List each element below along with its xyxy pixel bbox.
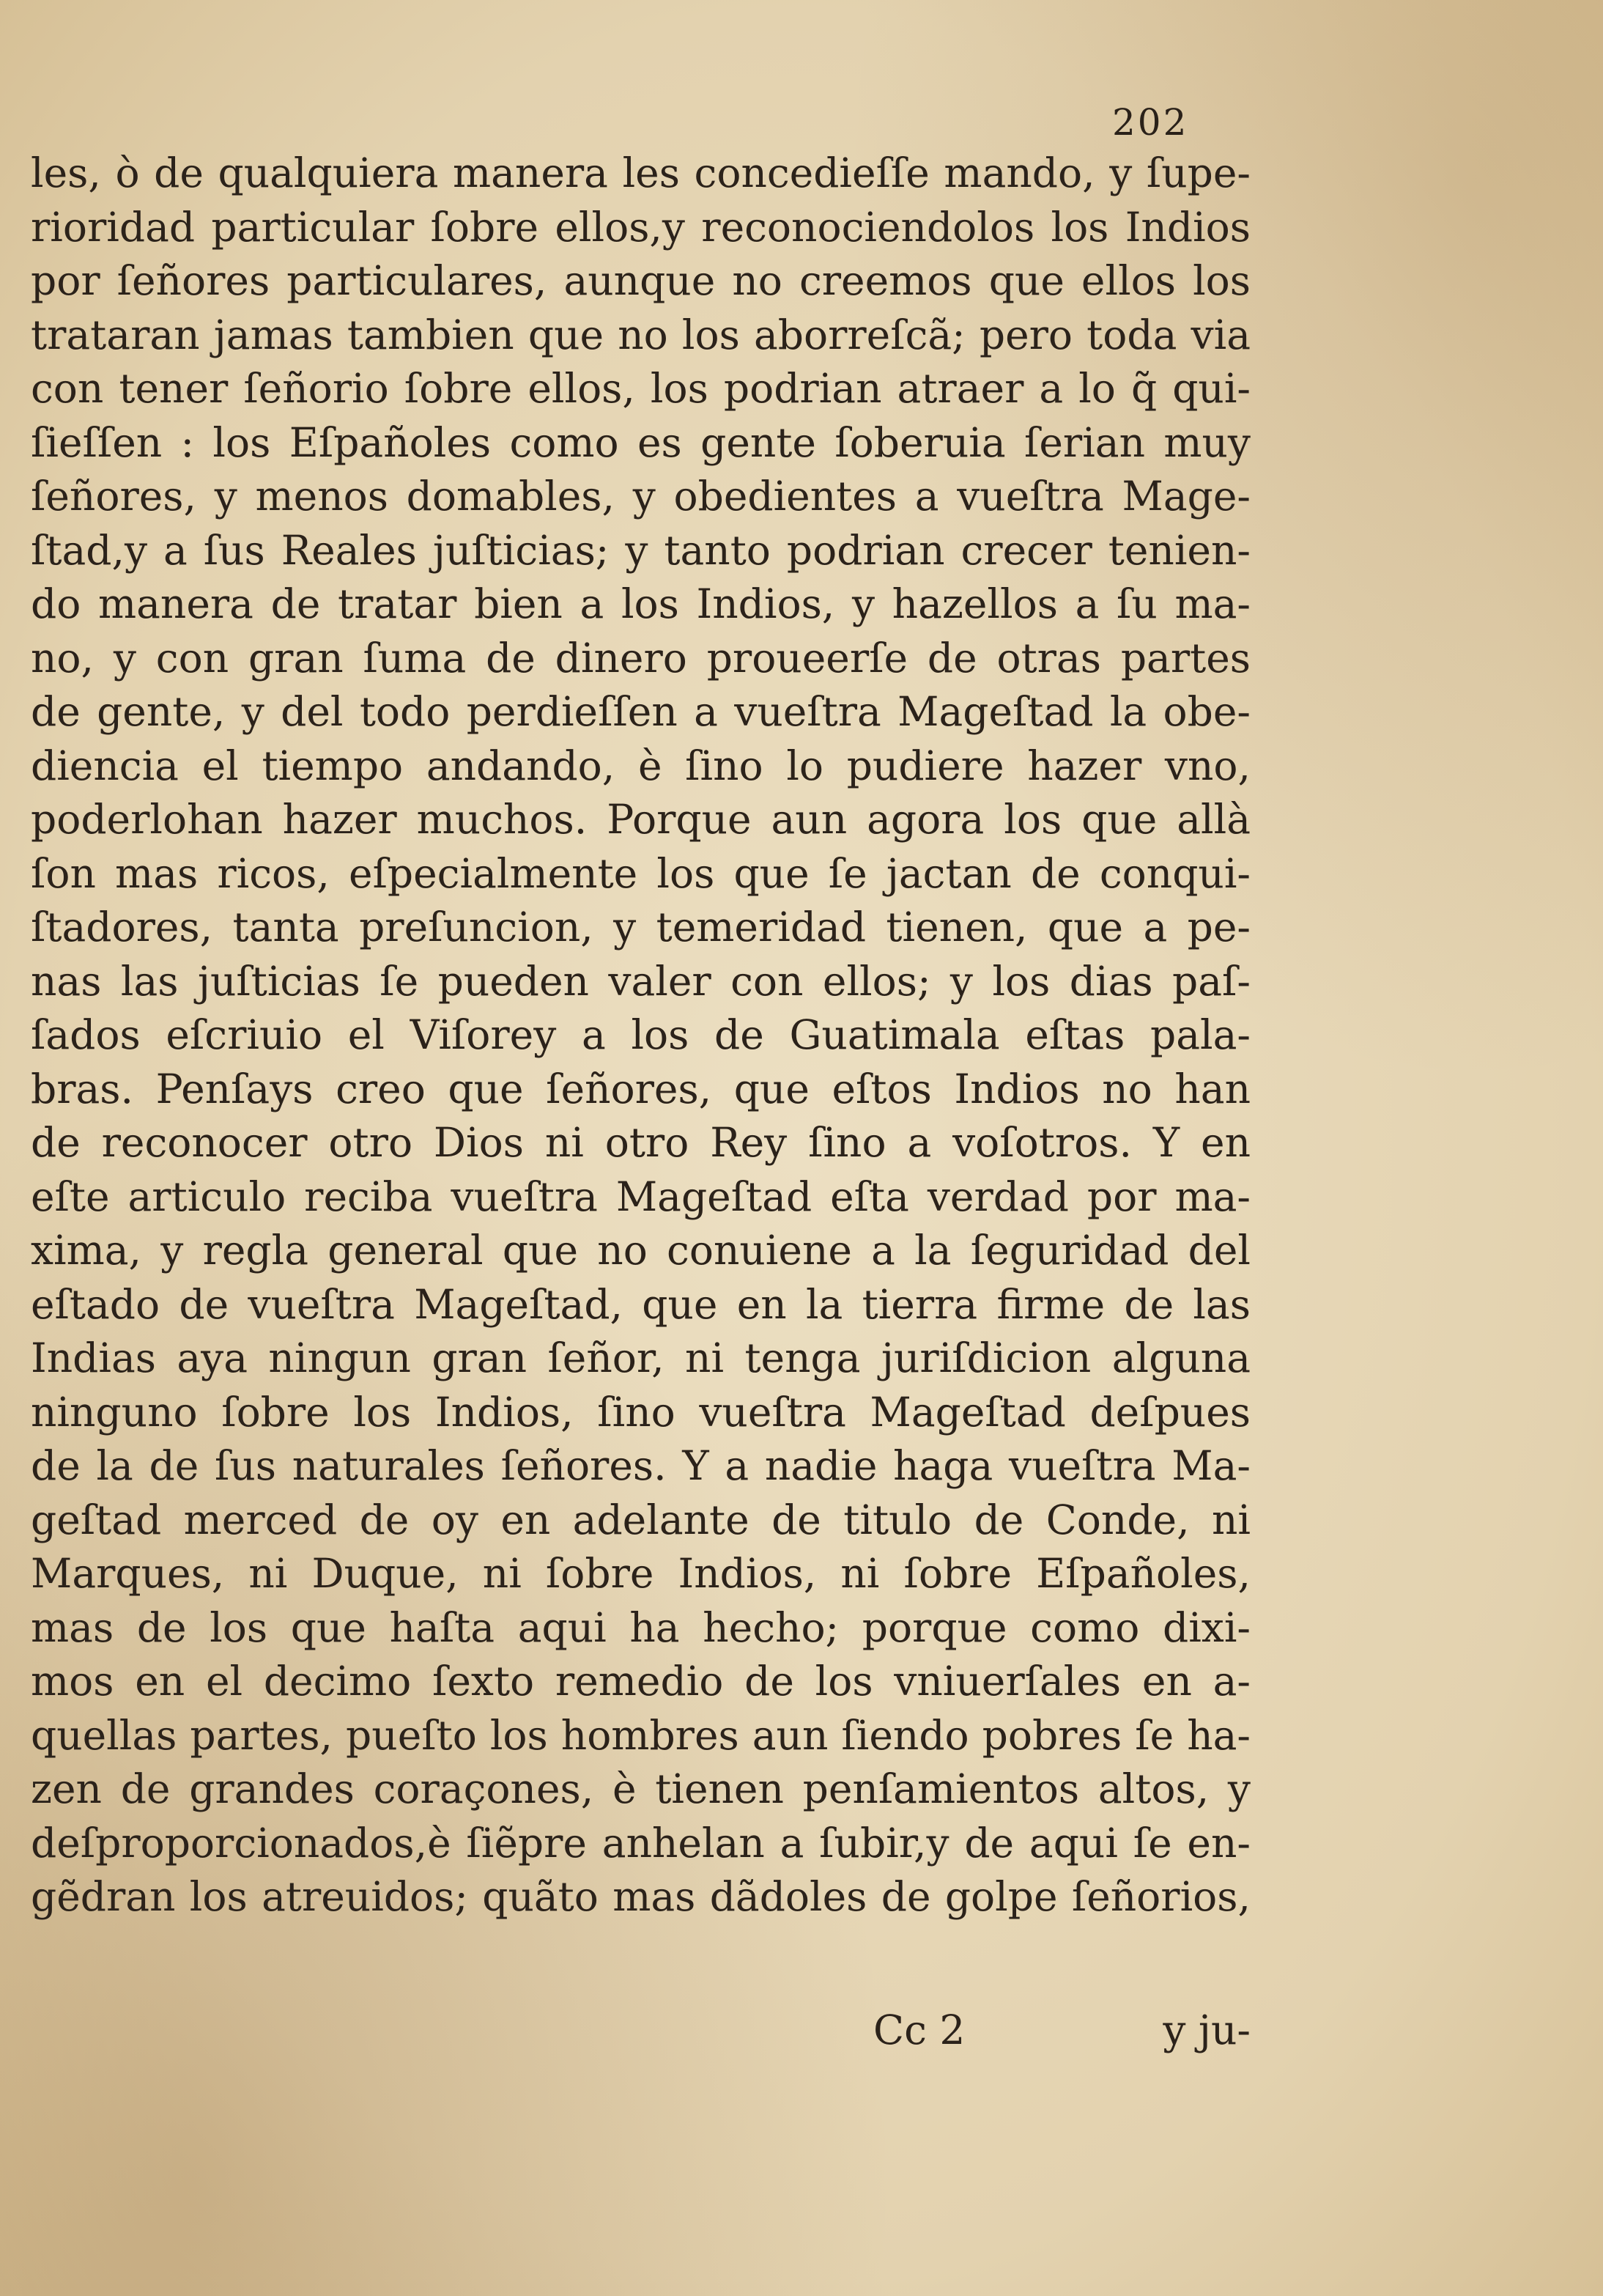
text-line: rioridad particular ſobre ellos,y reconociendolos los Indios xyxy=(31,203,1251,251)
text-line: ſon mas ricos, eſpecialmente los que ſe jactan de conqui- xyxy=(31,849,1251,897)
text-line: mas de los que haſta aqui ha hecho; porque como dixi- xyxy=(31,1603,1251,1651)
text-line: trataran jamas tambien que no los aborreſcã; pero toda via xyxy=(31,311,1251,358)
text-line: xima, y regla general que no conuiene a la ſeguridad del xyxy=(31,1227,1251,1274)
text-line: ſados eſcriuio el Viſorey a los de Guatimala eſtas pala- xyxy=(31,1011,1251,1058)
catchword: y ju- xyxy=(1163,2007,1251,2053)
text-line: ſeñores, y menos domables, y obedientes a vueſtra Mage- xyxy=(31,473,1251,520)
text-line: Indias aya ningun gran ſeñor, ni tenga juriſdicion alguna xyxy=(31,1335,1251,1381)
signature-mark: Cc 2 xyxy=(873,2007,966,2053)
text-line: de la de ſus naturales ſeñores. Y a nadie haga vueſtra Ma- xyxy=(31,1442,1251,1489)
text-line: por ſeñores particulares, aunque no creemos que ellos los xyxy=(31,257,1251,304)
text-line: de reconocer otro Dios ni otro Rey ſino a voſotros. Y en xyxy=(31,1119,1251,1166)
text-line: eſte articulo reciba vueſtra Mageſtad eſta verdad por ma- xyxy=(31,1173,1251,1220)
text-line: do manera de tratar bien a los Indios, y hazellos a ſu ma- xyxy=(31,580,1251,627)
text-line: eſtado de vueſtra Mageſtad, que en la tierra firme de las xyxy=(31,1280,1251,1328)
text-line: de gente, y del todo perdieſſen a vueſtra Mageſtad la obe- xyxy=(31,688,1251,735)
text-line: ſtadores, tanta preſuncion, y temeridad tienen, que a pe- xyxy=(31,904,1251,950)
text-line: les, ò de qualquiera manera les concedieſſe mando, y ſupe- xyxy=(31,150,1251,196)
text-line: zen de grandes coraçones, è tienen penſamientos altos, y xyxy=(31,1765,1251,1812)
text-body xyxy=(31,147,1251,1924)
text-line: diencia el tiempo andando, è ſino lo pudiere hazer vno, xyxy=(31,742,1251,789)
text-line: poderlohan hazer muchos. Porque aun agora los que allà xyxy=(31,796,1251,843)
text-line: geſtad merced de oy en adelante de titulo de Conde, ni xyxy=(31,1496,1251,1543)
text-line: ſtad,y a ſus Reales juſticias; y tanto podrian crecer tenien- xyxy=(31,526,1251,574)
text-line: gẽdran los atreuidos; quãto mas dãdoles de golpe ſeñorios, xyxy=(31,1873,1251,1920)
text-line: con tener ſeñorio ſobre ellos, los podrian atraer a lo q̃ qui- xyxy=(31,365,1251,412)
text-line: mos en el decimo ſexto remedio de los vniuerſales en a- xyxy=(31,1658,1251,1705)
text-line: deſproporcionados,è ſiẽpre anhelan a ſubir,y de aqui ſe en- xyxy=(31,1819,1251,1867)
text-line: nas las juſticias ſe pueden valer con ellos; y los dias paſ- xyxy=(31,957,1251,1005)
text-line: Marques, ni Duque, ni ſobre Indios, ni ſobre Eſpañoles, xyxy=(31,1550,1251,1597)
text-line: ſieſſen : los Eſpañoles como es gente ſoberuia ſerian muy xyxy=(31,418,1251,466)
text-line: bras. Penſays creo que ſeñores, que eſtos Indios no han xyxy=(31,1065,1251,1112)
text-line: quellas partes, pueſto los hombres aun ſiendo pobres ſe ha- xyxy=(31,1711,1251,1759)
page-number: 202 xyxy=(1112,101,1189,144)
text-line: ninguno ſobre los Indios, ſino vueſtra Mageſtad deſpues xyxy=(31,1388,1251,1436)
text-line: no, y con gran ſuma de dinero proueerſe de otras partes xyxy=(31,634,1251,682)
page-footer xyxy=(31,2004,1251,2056)
